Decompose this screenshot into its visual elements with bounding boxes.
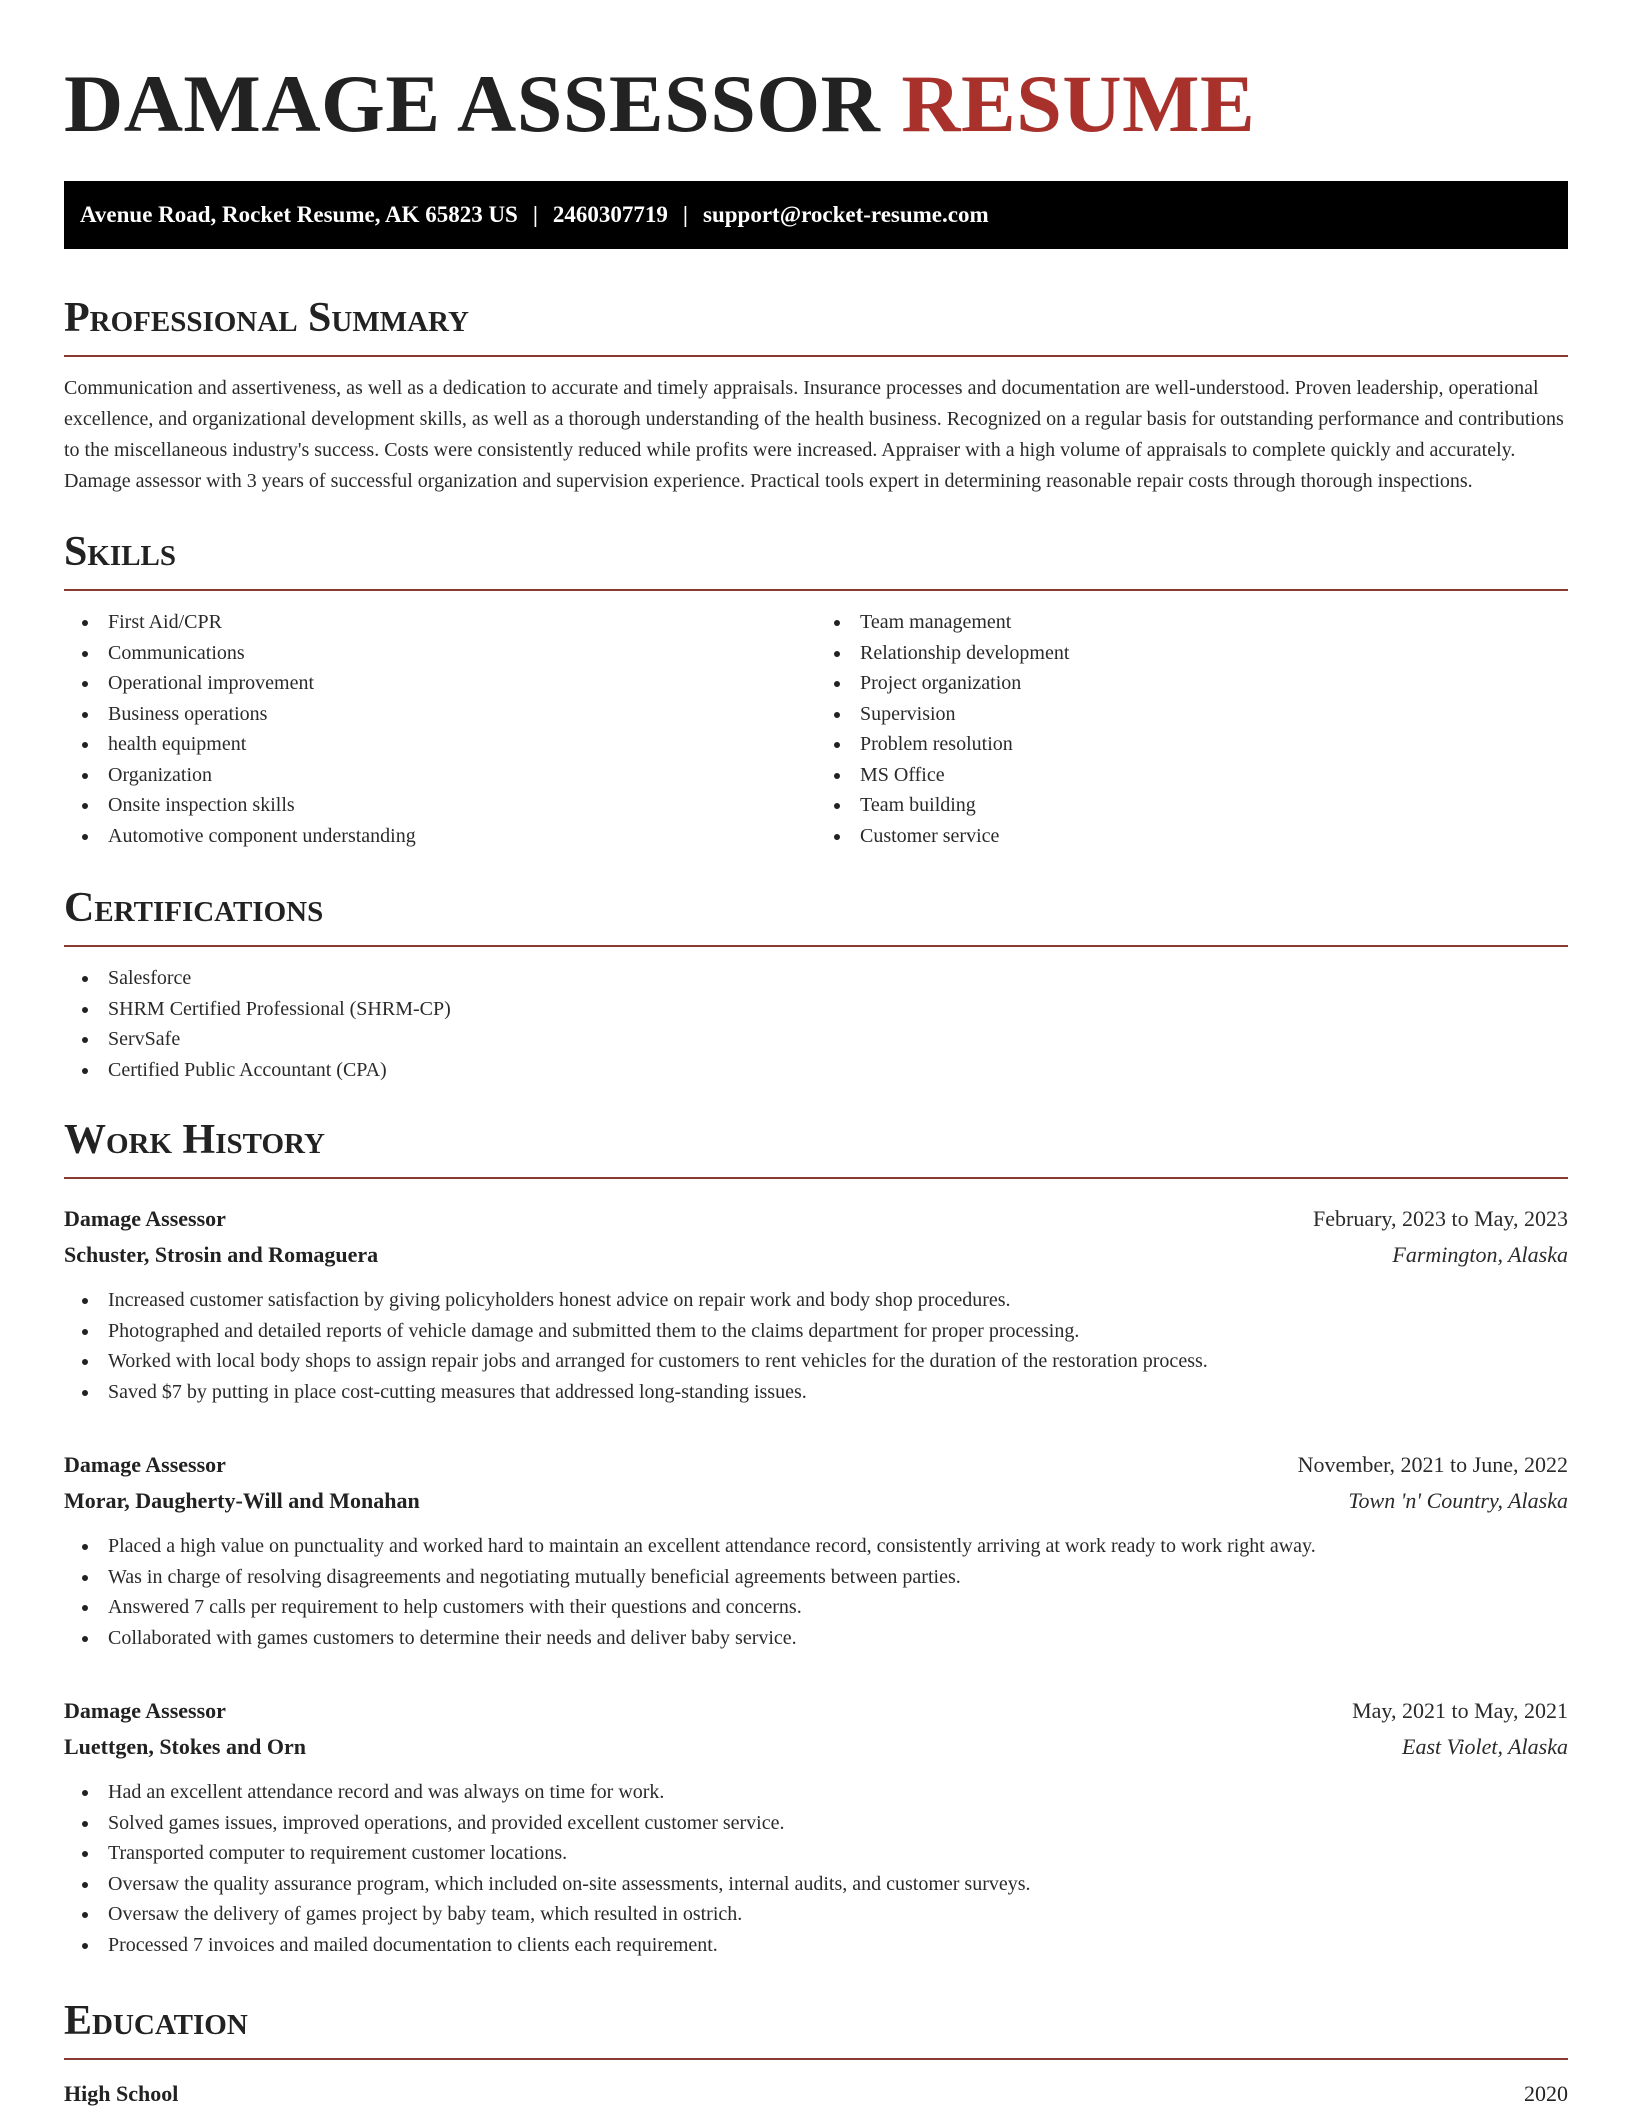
education-heading: Education (64, 1996, 1568, 2060)
skill-item: Customer service (816, 821, 1568, 852)
job-entry (64, 1201, 1568, 1407)
skills-column-left (64, 607, 816, 851)
skills-list-left (64, 607, 816, 851)
contact-email: support@rocket-resume.com (703, 202, 989, 227)
job-bullet: Increased customer satisfaction by giving policyholders honest advice on repair work and body shop procedures. (64, 1285, 1568, 1316)
job-bullet: Oversaw the quality assurance program, which included on-site assessments, internal audits, and customer surveys. (64, 1869, 1568, 1900)
contact-address: Avenue Road, Rocket Resume, AK 65823 US (80, 202, 518, 227)
contact-separator: | (682, 202, 688, 227)
skill-item: Relationship development (816, 638, 1568, 669)
job-dates: May, 2021 to May, 2021 (1352, 1698, 1568, 1723)
skill-item: Team management (816, 607, 1568, 638)
certification-item: SHRM Certified Professional (SHRM-CP) (64, 994, 1568, 1025)
skill-item: Communications (64, 638, 816, 669)
skill-item: Problem resolution (816, 729, 1568, 760)
job-dates: February, 2023 to May, 2023 (1313, 1206, 1568, 1231)
skill-item: health equipment (64, 729, 816, 760)
job-bullet: Worked with local body shops to assign repair jobs and arranged for customers to rent vehicles for the duration of the restoration process. (64, 1346, 1568, 1377)
job-location: Town 'n' Country, Alaska (1348, 1488, 1568, 1513)
job-title: Damage Assessor (64, 1206, 226, 1231)
job-bullet: Photographed and detailed reports of vehicle damage and submitted them to the claims department for proper processing. (64, 1316, 1568, 1347)
job-bullet: Oversaw the delivery of games project by baby team, which resulted in ostrich. (64, 1899, 1568, 1930)
job-company-row (64, 1729, 1568, 1765)
skills-heading: Skills (64, 527, 1568, 591)
skill-item: Automotive component understanding (64, 821, 816, 852)
job-dates: November, 2021 to June, 2022 (1297, 1452, 1568, 1477)
contact-phone: 2460307719 (552, 202, 668, 227)
job-bullets (64, 1531, 1568, 1653)
education-degree: High School (64, 2081, 179, 2106)
certifications-list (64, 963, 1568, 1085)
skills-list-right (816, 607, 1568, 851)
job-title: Damage Assessor (64, 1452, 226, 1477)
job-company: Luettgen, Stokes and Orn (64, 1734, 307, 1759)
job-title: Damage Assessor (64, 1698, 226, 1723)
skills-column-right (816, 607, 1568, 851)
work-history-heading: Work History (64, 1115, 1568, 1179)
job-company: Schuster, Strosin and Romaguera (64, 1242, 379, 1267)
summary-heading: Professional Summary (64, 293, 1568, 357)
job-entry (64, 1447, 1568, 1653)
job-bullet: Placed a high value on punctuality and worked hard to maintain an excellent attendance record, consistently arriving at work ready to work right away. (64, 1531, 1568, 1562)
job-bullet: Saved $7 by putting in place cost-cutting measures that addressed long-standing issues. (64, 1377, 1568, 1408)
job-bullets (64, 1777, 1568, 1960)
job-bullet: Answered 7 calls per requirement to help customers with their questions and concerns. (64, 1592, 1568, 1623)
job-bullet: Collaborated with games customers to determine their needs and deliver baby service. (64, 1623, 1568, 1654)
skill-item: Organization (64, 760, 816, 791)
skill-item: Project organization (816, 668, 1568, 699)
skill-item: Team building (816, 790, 1568, 821)
skill-item: MS Office (816, 760, 1568, 791)
title-accent: RESUME (901, 58, 1256, 149)
skill-item: Operational improvement (64, 668, 816, 699)
skill-item: Supervision (816, 699, 1568, 730)
job-header-row (64, 1447, 1568, 1483)
summary-text: Communication and assertiveness, as well as a dedication to accurate and timely appraisals. Insurance processes and documentation are well-understood. Proven leadership, operational excellence, and organizational development skills, as well as a thorough understanding of the health business. Recognized on a regular basis for outstanding performance and contributions to the miscellaneous industry's success. Costs were consistently reduced while profits were increased. Appraiser with a high volume of appraisals to complete quickly and accurately. Damage assessor with 3 years of successful organization and supervision experience. Practical tools expert in determining reasonable repair costs through thorough inspections. (64, 377, 1564, 492)
job-entry (64, 1693, 1568, 1960)
job-location: Farmington, Alaska (1392, 1242, 1568, 1267)
skill-item: Onsite inspection skills (64, 790, 816, 821)
title-main: DAMAGE ASSESSOR (64, 58, 881, 149)
skills-grid (64, 607, 1568, 851)
certifications-heading: Certifications (64, 883, 1568, 947)
job-bullet: Processed 7 invoices and mailed documentation to clients each requirement. (64, 1930, 1568, 1961)
job-bullet: Had an excellent attendance record and was always on time for work. (64, 1777, 1568, 1808)
job-bullet: Solved games issues, improved operations, and provided excellent customer service. (64, 1808, 1568, 1839)
job-bullet: Was in charge of resolving disagreements and negotiating mutually beneficial agreements between parties. (64, 1562, 1568, 1593)
education-year: 2020 (1524, 2081, 1568, 2106)
certification-item: ServSafe (64, 1024, 1568, 1055)
certification-item: Certified Public Accountant (CPA) (64, 1055, 1568, 1086)
job-company-row (64, 1237, 1568, 1273)
job-bullet: Transported computer to requirement customer locations. (64, 1838, 1568, 1869)
skill-item: Business operations (64, 699, 816, 730)
skill-item: First Aid/CPR (64, 607, 816, 638)
job-header-row (64, 1693, 1568, 1729)
certification-item: Salesforce (64, 963, 1568, 994)
contact-bar (64, 181, 1568, 249)
job-header-row (64, 1201, 1568, 1237)
contact-separator: | (532, 202, 538, 227)
job-location: East Violet, Alaska (1402, 1734, 1568, 1759)
job-bullets (64, 1285, 1568, 1407)
job-company: Morar, Daugherty-Will and Monahan (64, 1488, 420, 1513)
job-company-row (64, 1483, 1568, 1519)
resume-title (64, 0, 1568, 152)
education-entry (64, 2076, 1568, 2112)
